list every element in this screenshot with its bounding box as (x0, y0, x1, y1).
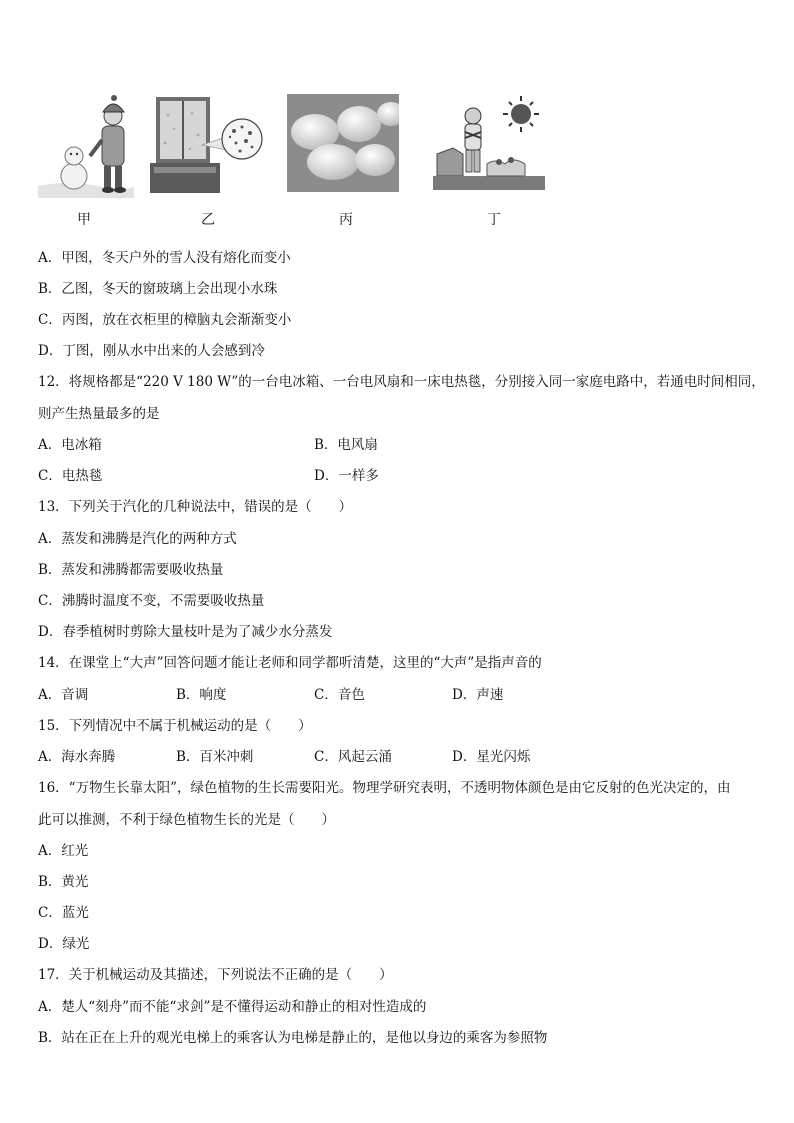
figure-jia-snowman (38, 90, 134, 198)
q15-option-a: A．海水奔腾 (38, 749, 116, 765)
caption-jia: 甲 (77, 212, 91, 228)
q14-option-c: C．音色 (314, 687, 365, 703)
q17-option-b: B．站在正在上升的观光电梯上的乘客认为电梯是静止的，是他以身边的乘客为参照物 (38, 1030, 548, 1046)
figure-ding-swimmer (433, 92, 545, 192)
q14-option-b: B．响度 (176, 687, 227, 703)
caption-ding: 丁 (487, 212, 501, 228)
q15-option-c: C．风起云涌 (314, 749, 392, 765)
q14-option-d: D．声速 (452, 687, 504, 703)
q11-option-a: A．甲图，冬天户外的雪人没有熔化而变小 (38, 250, 291, 266)
q13-option-c: C．沸腾时温度不变，不需要吸收热量 (38, 593, 265, 609)
q16-option-a: A．红光 (38, 843, 89, 859)
q15-option-d: D．星光闪烁 (452, 749, 531, 765)
q11-option-c: C．丙图，放在衣柜里的樟脑丸会渐渐变小 (38, 312, 292, 328)
caption-yi: 乙 (201, 212, 215, 228)
figure-yi-window (150, 95, 264, 195)
caption-bing: 丙 (339, 212, 353, 228)
q16-option-b: B．黄光 (38, 874, 89, 890)
q15-option-b: B．百米冲刺 (176, 749, 254, 765)
q13-option-d: D．春季植树时剪除大量枝叶是为了减少水分蒸发 (38, 624, 333, 640)
q17-stem: 17．关于机械运动及其描述，下列说法不正确的是（ ） (38, 967, 393, 983)
q15-stem: 15．下列情况中不属于机械运动的是（ ） (38, 718, 312, 734)
q14-stem: 14．在课堂上“大声”回答问题才能让老师和同学都听清楚，这里的“大声”是指声音的 (38, 655, 542, 671)
q16-stem-line1: 16．“万物生长靠太阳”，绿色植物的生长需要阳光。物理学研究表明，不透明物体颜色是由它反射的色光决定的，由 (38, 780, 731, 796)
q17-option-a: A．楚人“刻舟”而不能“求剑”是不懂得运动和静止的相对性造成的 (38, 999, 427, 1015)
figure-bing-mothballs (287, 94, 399, 192)
q11-option-b: B．乙图，冬天的窗玻璃上会出现小水珠 (38, 281, 278, 297)
q14-option-a: A．音调 (38, 687, 89, 703)
q13-option-b: B．蒸发和沸腾都需要吸收热量 (38, 562, 224, 578)
q12-option-a: A．电冰箱 (38, 437, 102, 453)
q16-option-d: D．绿光 (38, 936, 90, 952)
q16-stem-line2: 此可以推测，不利于绿色植物生长的光是（ ） (38, 812, 335, 828)
q13-option-a: A．蒸发和沸腾是汽化的两种方式 (38, 531, 237, 547)
q12-stem-line2: 则产生热量最多的是 (38, 406, 160, 422)
q12-option-c: C．电热毯 (38, 468, 103, 484)
q12-option-d: D．一样多 (314, 468, 379, 484)
q12-stem-line1: 12．将规格都是“220 V 180 W”的一台电冰箱、一台电风扇和一床电热毯，分别接入同一家庭电路中，若通电时间相同， (38, 374, 765, 390)
q16-option-c: C．蓝光 (38, 905, 89, 921)
q13-stem: 13．下列关于汽化的几种说法中，错误的是（ ） (38, 499, 353, 515)
q11-option-d: D．丁图，刚从水中出来的人会感到冷 (38, 343, 265, 359)
q12-option-b: B．电风扇 (314, 437, 378, 453)
